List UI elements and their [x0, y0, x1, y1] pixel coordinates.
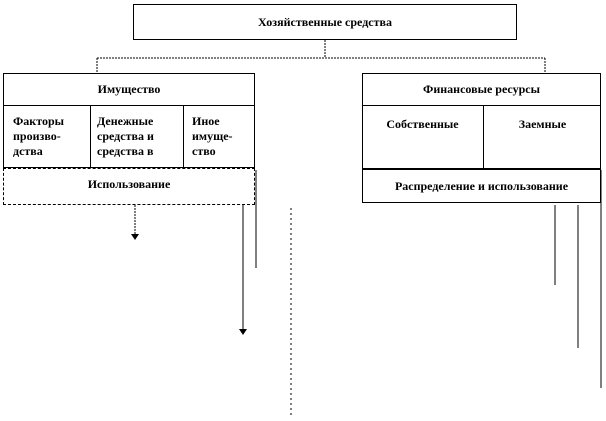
left-arrow-2-head — [239, 329, 247, 335]
left-title-label: Имущество — [97, 81, 161, 96]
right-cell-1 — [362, 106, 483, 169]
right-title-label: Финансовые ресурсы — [423, 81, 540, 96]
right-cell-1-label: Собственные — [386, 117, 459, 131]
right-cell-2-label: Заемные — [518, 117, 567, 131]
root-label: Хозяйственные средства — [257, 14, 392, 29]
left-cell-3 — [183, 106, 255, 168]
right-bottom-box — [362, 169, 601, 203]
right-cell-2 — [483, 106, 601, 169]
root-node — [133, 4, 517, 40]
left-arrow-1-head — [131, 234, 139, 240]
left-cell-1 — [3, 106, 90, 168]
left-bottom-box — [3, 168, 255, 205]
left-cell-3-label: Иное имуще-ство — [192, 114, 233, 158]
right-bottom-label: Распределение и использование — [394, 178, 569, 193]
left-cell-1-label: Факторы произво-дства — [13, 114, 64, 158]
left-bottom-label: Использование — [87, 177, 171, 191]
right-title — [362, 73, 601, 106]
left-title — [3, 73, 255, 106]
left-cell-2 — [90, 106, 183, 168]
left-cell-2-label: Денежные средства и средства в — [97, 114, 154, 158]
